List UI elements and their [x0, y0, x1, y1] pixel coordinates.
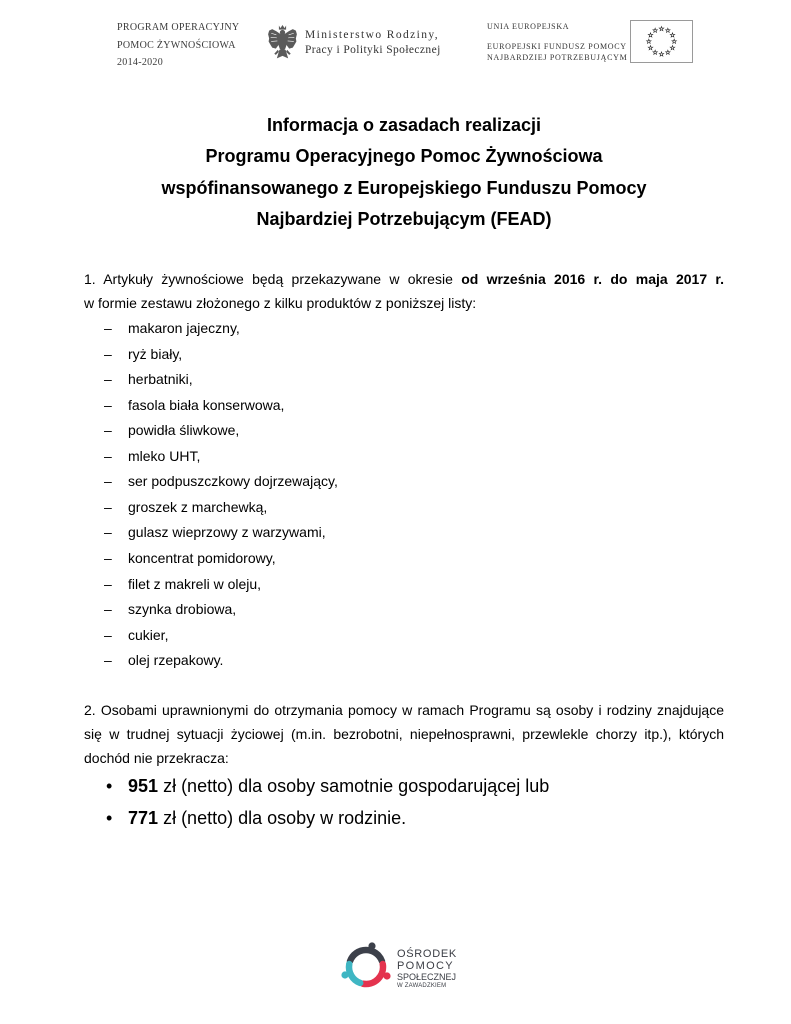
- ministry-name-block: [305, 28, 441, 58]
- product-name: fasola biała konserwowa,: [128, 396, 285, 413]
- threshold-item: [84, 802, 724, 834]
- eu-flag-star: [666, 50, 670, 54]
- section-2-line-1: 2. Osobami uprawnionymi do otrzymania pomocy w ramach Programu są osoby i rodziny znajdujące: [84, 702, 724, 718]
- threshold-item: [84, 770, 724, 802]
- fund-name-line-2: NAJBARDZIEJ POTRZEBUJĄCYM: [487, 53, 628, 62]
- list-item: [84, 367, 724, 393]
- section-1-line-2: w formie zestawu złożonego z kilku produktów z poniższej listy:: [84, 295, 477, 311]
- eu-flag-icon: [630, 20, 693, 63]
- list-item: [84, 418, 724, 444]
- logo-arc-dark: [350, 950, 382, 961]
- list-item: [84, 597, 724, 623]
- eu-flag-star: [653, 50, 657, 54]
- ministry-line-1: Ministerstwo Rodziny,: [305, 29, 440, 41]
- product-name: cukier,: [128, 626, 169, 643]
- title-line: Informacja o zasadach realizacji: [266, 115, 542, 135]
- product-name: mleko UHT,: [128, 447, 201, 464]
- product-name: olej rzepakowy.: [128, 652, 224, 669]
- program-line-1: PROGRAM OPERACYJNY: [117, 22, 240, 33]
- title-line: wspófinansowanego z Europejskiego Funduszu Pomocy: [161, 177, 647, 198]
- list-dash: –: [104, 549, 112, 566]
- eu-flag-star: [653, 28, 657, 32]
- title-line: Programu Operacyjnego Pomoc Żywnościowa: [205, 146, 603, 167]
- product-name: herbatniki,: [128, 371, 193, 388]
- product-name: powidła śliwkowe,: [128, 422, 240, 439]
- list-item: [84, 546, 724, 572]
- program-name-block: [117, 19, 239, 72]
- section-1-line-1: [84, 267, 724, 291]
- distribution-period: od września 2016 r. do maja 2017 r.: [461, 271, 724, 287]
- logo-text-line-1: OŚRODEK: [397, 948, 457, 960]
- threshold-text: [128, 770, 549, 802]
- logo-dot-teal: [341, 971, 348, 978]
- list-dash: –: [104, 371, 112, 388]
- list-dash: –: [104, 422, 112, 439]
- eu-flag-star: [648, 33, 652, 37]
- list-dash: –: [104, 320, 112, 337]
- list-dash: –: [104, 524, 112, 541]
- eu-flag-star: [672, 39, 676, 43]
- logo-arc-red: [363, 964, 383, 984]
- threshold-amount: 951: [128, 776, 159, 796]
- income-thresholds-list: [84, 770, 724, 834]
- list-dash: –: [104, 652, 112, 669]
- list-item: [84, 342, 724, 368]
- program-line-2: POMOC ŻYWNOŚCIOWA: [117, 39, 236, 51]
- logo-text-location: W ZAWADZKIEM: [397, 983, 447, 989]
- polish-eagle-emblem-icon: [267, 24, 298, 61]
- list-dash: –: [104, 498, 112, 515]
- eu-flag-star: [666, 28, 670, 32]
- list-item: [84, 520, 724, 546]
- people-circle-logo-icon: [341, 942, 391, 992]
- list-item: [84, 469, 724, 495]
- list-item: [84, 623, 724, 649]
- eu-flag-stars: [631, 21, 692, 62]
- list-item: [84, 316, 724, 342]
- title-line: Najbardziej Potrzebującym (FEAD): [256, 208, 552, 229]
- section-1-lead: 1. Artykuły żywnościowe będą przekazywane w okresie: [84, 271, 453, 287]
- product-name: ser podpuszczkowy dojrzewający,: [128, 473, 338, 490]
- threshold-text: [128, 802, 406, 834]
- product-name: gulasz wieprzowy z warzywami,: [128, 524, 326, 541]
- section-2-line-3: dochód nie przekracza:: [84, 750, 229, 766]
- list-dash: –: [104, 473, 112, 490]
- product-name: groszek z marchewką,: [128, 498, 268, 515]
- list-dash: –: [104, 396, 112, 413]
- product-name: makaron jajeczny,: [128, 320, 240, 337]
- section-1-paragraph: [84, 267, 724, 315]
- product-name: szynka drobiowa,: [128, 601, 237, 618]
- eu-flag-star: [659, 52, 663, 56]
- product-name: ryż biały,: [128, 345, 183, 362]
- section-2-line-2: się w trudnej sytuacji życiowej (m.in. bezrobotni, niepełnosprawni, przewlekle chorzy itp.), których: [84, 726, 724, 742]
- eu-flag-star: [670, 33, 674, 37]
- logo-arc-teal: [349, 964, 360, 983]
- eu-flag-star: [659, 26, 663, 30]
- product-name: filet z makreli w oleju,: [128, 575, 262, 592]
- list-dash: –: [104, 575, 112, 592]
- list-dash: –: [104, 447, 112, 464]
- product-name: koncentrat pomidorowy,: [128, 549, 276, 566]
- ministry-line-2: Pracy i Polityki Społecznej: [305, 44, 441, 56]
- eu-flag-star: [647, 39, 651, 43]
- list-item: [84, 393, 724, 419]
- list-item: [84, 572, 724, 598]
- section-2-paragraph: [84, 698, 724, 770]
- list-dash: –: [104, 601, 112, 618]
- list-dash: –: [104, 626, 112, 643]
- list-item: [84, 495, 724, 521]
- logo-text-line-3: SPOŁECZNEJ: [397, 971, 457, 982]
- bullet-icon: •: [106, 776, 113, 796]
- threshold-description: zł (netto) dla osoby samotnie gospodarującej lub: [163, 776, 550, 796]
- list-item: [84, 444, 724, 470]
- document-title: [84, 110, 724, 235]
- threshold-description: zł (netto) dla osoby w rodzinie.: [163, 808, 407, 828]
- product-list: [84, 316, 724, 673]
- eu-flag-star: [648, 46, 652, 50]
- list-item: [84, 648, 724, 674]
- list-dash: –: [104, 345, 112, 362]
- bullet-icon: •: [106, 808, 113, 828]
- threshold-amount: 771: [128, 808, 159, 828]
- fund-name-line-1: EUROPEJSKI FUNDUSZ POMOCY: [487, 42, 627, 51]
- program-years: 2014-2020: [117, 57, 164, 68]
- logo-dot-red: [383, 972, 390, 979]
- logo-dot-dark: [368, 942, 375, 949]
- eu-label: UNIA EUROPEJSKA: [487, 22, 570, 31]
- logo-text-line-2: POMOCY: [397, 960, 454, 972]
- eu-flag-star: [670, 46, 674, 50]
